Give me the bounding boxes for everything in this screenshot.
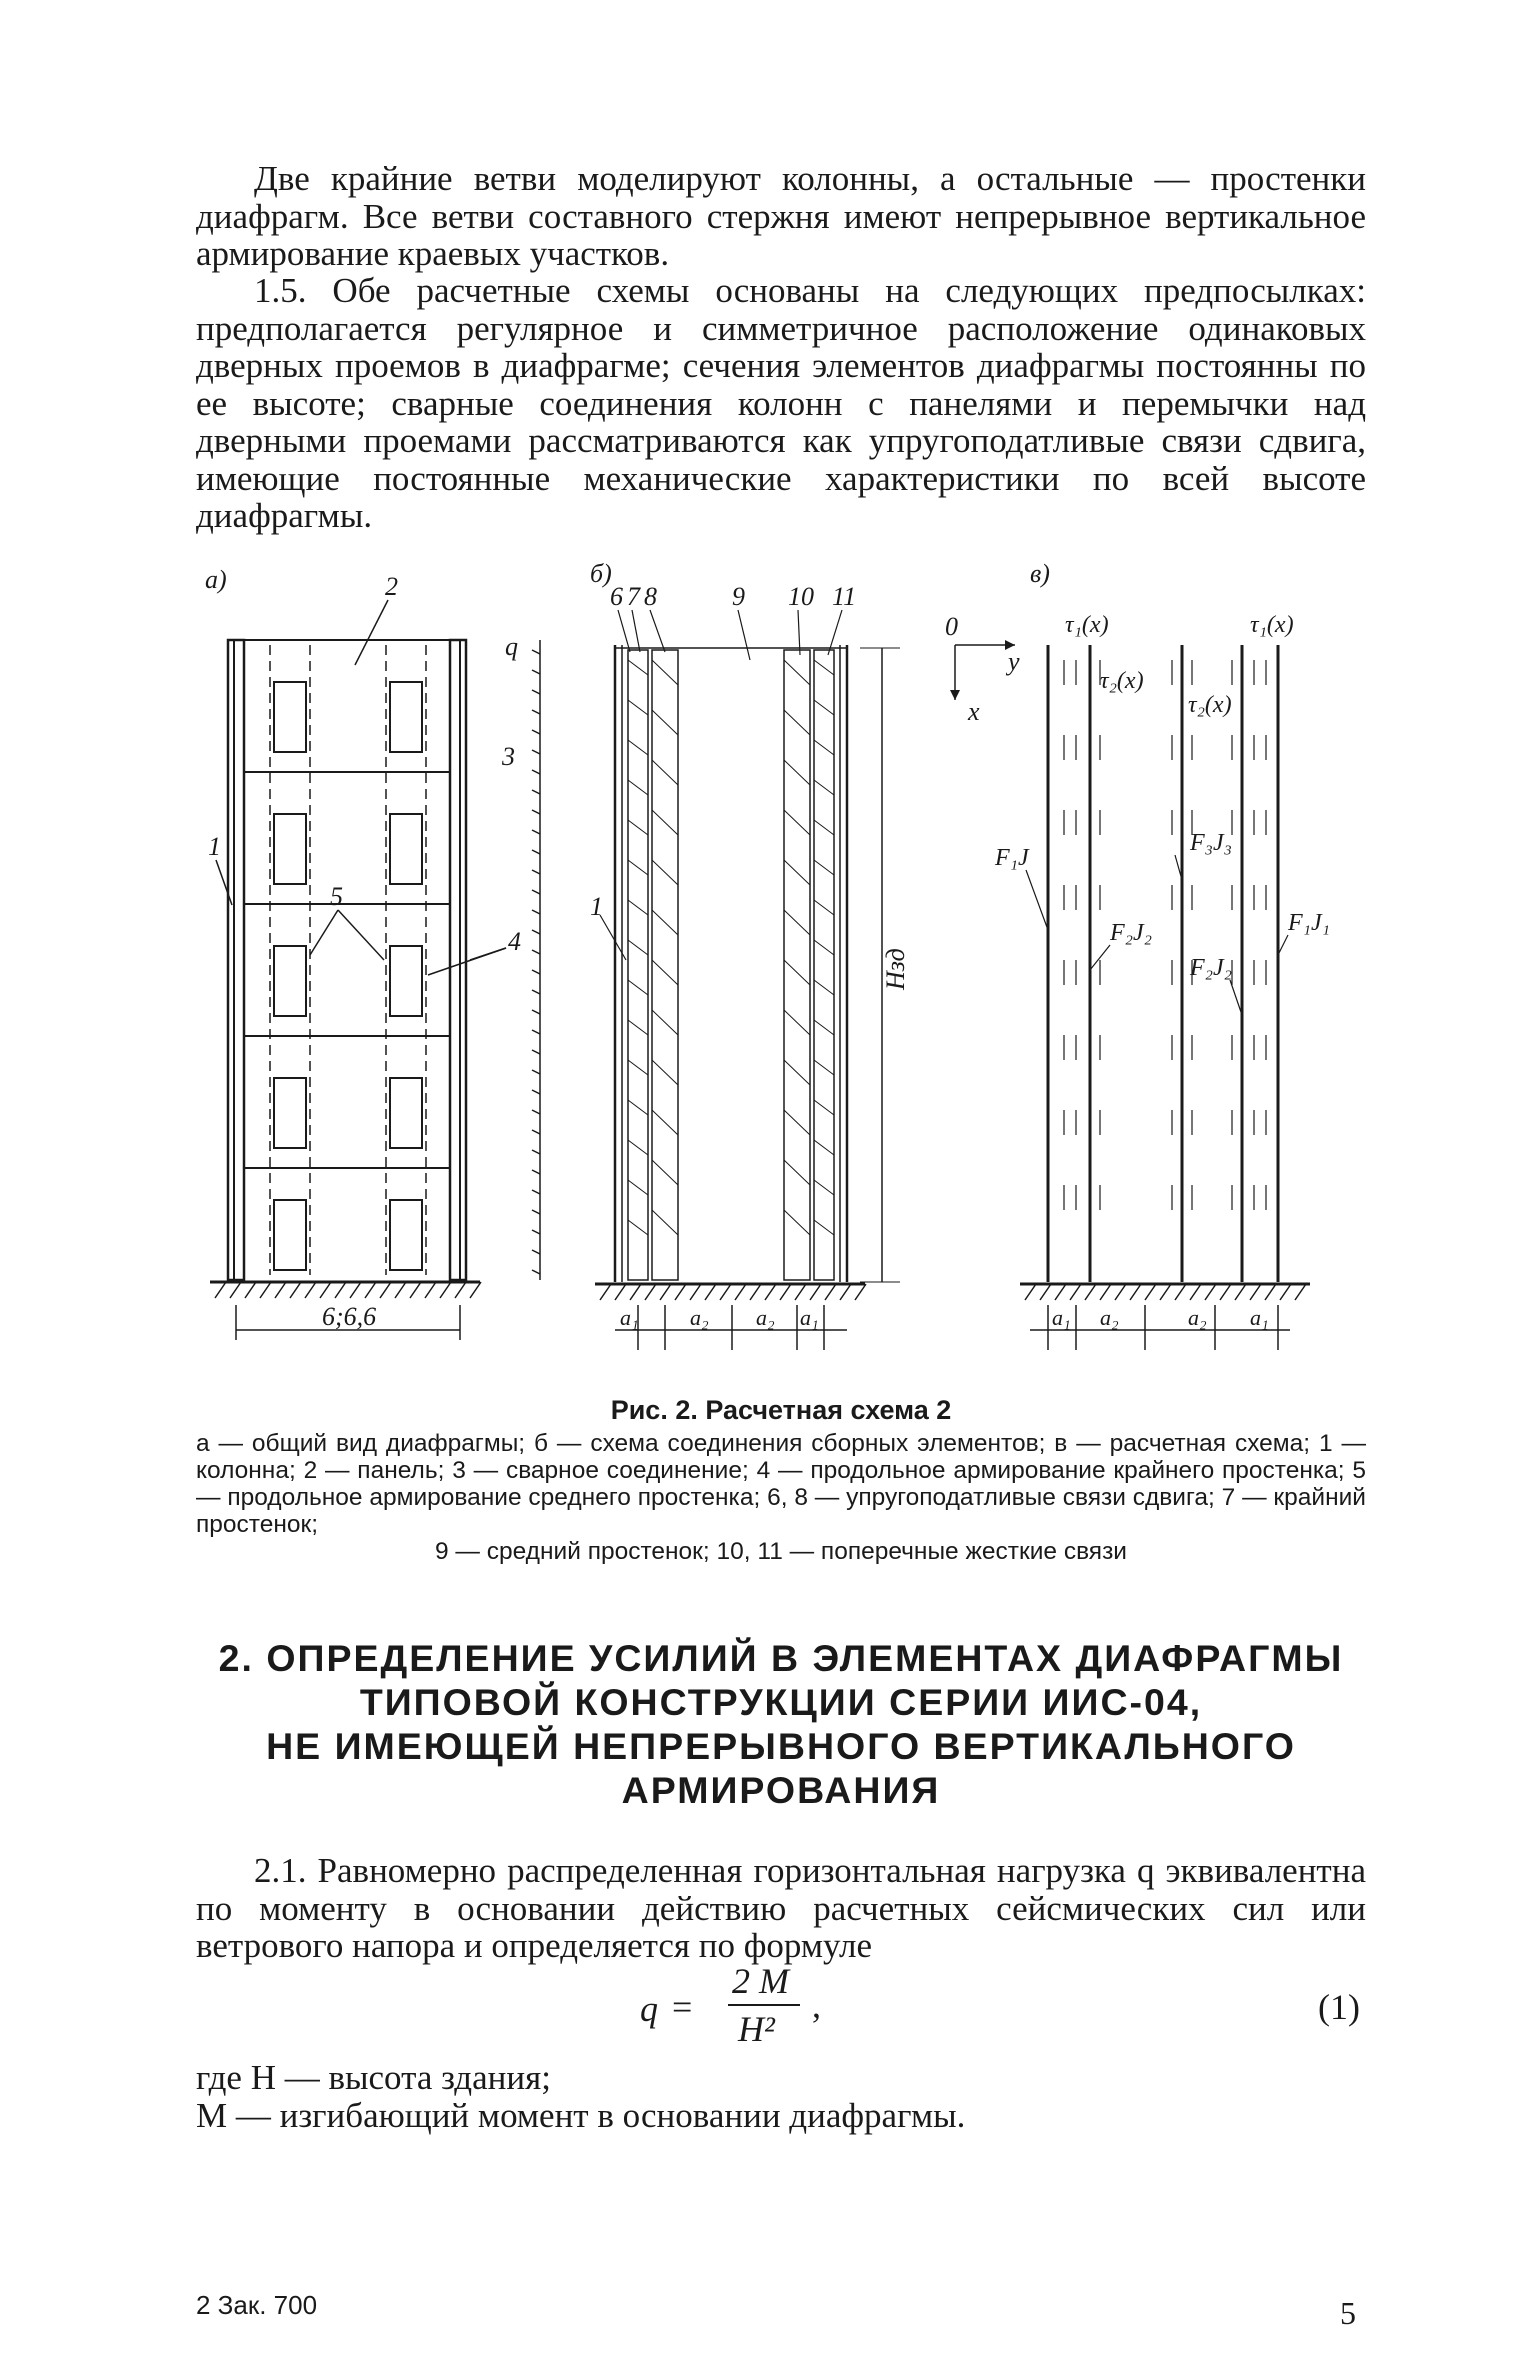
figure-title: Рис. 2. Расчетная схема 2 <box>610 1395 952 1425</box>
paragraph-2-1: 2.1. Равномерно распределенная горизонтальная нагрузка q эквивалентна по моменту в основании действию расчетных сейсмических сил или ветрового напора и определяется по формуле <box>196 1851 1366 1965</box>
stiffness-f2j2-right: F₂J₂ <box>1190 955 1232 981</box>
axis-y: y <box>1008 647 1020 676</box>
callout-9: 9 <box>732 582 745 611</box>
callout-10: 10 <box>788 582 814 611</box>
tau2-right: τ₂(x) <box>1188 692 1232 718</box>
formula-equals: = <box>672 1987 693 2027</box>
definition-h: где H — высота здания; <box>196 2058 551 2097</box>
formula-fraction-bar <box>728 2004 800 2006</box>
page-number: 5 <box>1340 2295 1356 2331</box>
paragraph-1-5: 1.5. Обе расчетные схемы основаны на следующих предпосылках: предполагается регулярное и симметричное расположение одинаковых дверных проемов в диафрагме; сечения элементов диафрагмы постоянны по ее высоте; сварные соединения колонн с панелями и перемычки над дверными проемами рассматриваются как упругоподатливые связи сдвига, имеющие постоянные механические характеристики по всей высоте диафрагмы. <box>196 271 1366 535</box>
section-heading <box>196 1636 1366 1812</box>
height-label: Hзд <box>881 948 910 990</box>
heading-line-4: АРМИРОВАНИЯ <box>621 1769 941 1811</box>
stiffness-f2j2-left: F₂J₂ <box>1110 920 1152 946</box>
heading-line-1: 2. ОПРЕДЕЛЕНИЕ УСИЛИЙ В ЭЛЕМЕНТАХ ДИАФРАГМЫ <box>218 1637 1344 1679</box>
heading-line-2: ТИПОВОЙ КОНСТРУКЦИИ СЕРИИ ИИС-04, <box>359 1681 1203 1723</box>
heading-line-3: НЕ ИМЕЮЩЕЙ НЕПРЕРЫВНОГО ВЕРТИКАЛЬНОГО <box>266 1725 1296 1767</box>
definition-m: M — изгибающий момент в основании диафрагмы. <box>196 2096 966 2135</box>
dim-b-a2-left: a₂ <box>690 1305 709 1330</box>
callout-2: 2 <box>385 572 398 601</box>
figure-caption <box>196 1430 1366 1565</box>
tau1-left: τ₁(x) <box>1065 612 1109 638</box>
dim-v-a2-left: a₂ <box>1100 1305 1119 1330</box>
panel-b-diagram <box>595 610 900 1350</box>
callout-11: 11 <box>832 582 857 611</box>
panel-a-diagram <box>210 600 540 1340</box>
dim-v-a1-left: a₁ <box>1052 1305 1071 1330</box>
dim-b-a1-right: a₁ <box>800 1305 819 1330</box>
dim-b-a2-right: a₂ <box>756 1305 775 1330</box>
stiffness-f1j1: F₁J₁ <box>1288 910 1330 936</box>
dim-v-a1-right: a₁ <box>1250 1305 1269 1330</box>
stiffness-f1j: F₁J <box>995 845 1029 871</box>
formula-denominator: H² <box>738 2009 775 2049</box>
stiffness-f3j3: F₃J₃ <box>1190 830 1232 856</box>
axis-x: x <box>968 697 980 726</box>
formula-1 <box>600 1960 1360 2050</box>
formula-number: (1) <box>1318 1987 1360 2027</box>
panel-v-label: в) <box>1030 560 1050 588</box>
callout-1: 1 <box>208 832 221 861</box>
callout-4: 4 <box>508 927 521 956</box>
panel-v-diagram <box>950 640 1310 1350</box>
axis-origin: 0 <box>945 612 958 641</box>
tau2-left: τ₂(x) <box>1100 668 1144 694</box>
load-label-q: q <box>505 632 518 661</box>
callout-6: 6 <box>610 582 623 611</box>
callout-1-b: 1 <box>590 892 603 921</box>
callout-5: 5 <box>330 882 343 911</box>
callout-8: 8 <box>644 582 657 611</box>
figure-caption-last-line: 9 — средний простенок; 10, 11 — поперечные жесткие связи <box>434 1538 1127 1565</box>
figure-caption-body: а — общий вид диафрагмы; б — схема соединения сборных элементов; в — расчетная схема; 1 — колонна; 2 — панель; 3 — сварное соединение; 4 — продольное армирование крайнего простенка; 5 — продольное армирование среднего простенка; 6, 8 — упругоподатливые связи сдвига; 7 — крайний простенок; <box>196 1430 1366 1538</box>
panel-b-label: б) <box>590 560 612 588</box>
figure-2 <box>160 560 1350 1360</box>
paragraph-intro: Две крайние ветви моделируют колонны, а остальные — простенки диафрагм. Все ветви составного стержня имеют непрерывное вертикальное армирование краевых участков. <box>196 159 1366 273</box>
tau1-right: τ₁(x) <box>1250 612 1294 638</box>
dim-b-a1-left: a₁ <box>620 1305 639 1330</box>
callout-3: 3 <box>502 742 515 771</box>
dimension-a: 6;6,6 <box>322 1302 377 1331</box>
panel-a-label: а) <box>205 565 227 594</box>
footer-order-number: 2 Зак. 700 <box>196 2290 318 2320</box>
formula-lhs: q <box>640 1989 658 2029</box>
dim-v-a2-right: a₂ <box>1188 1305 1207 1330</box>
formula-comma: , <box>812 1985 821 2025</box>
callout-7: 7 <box>627 582 640 611</box>
formula-numerator: 2 M <box>732 1961 789 2001</box>
